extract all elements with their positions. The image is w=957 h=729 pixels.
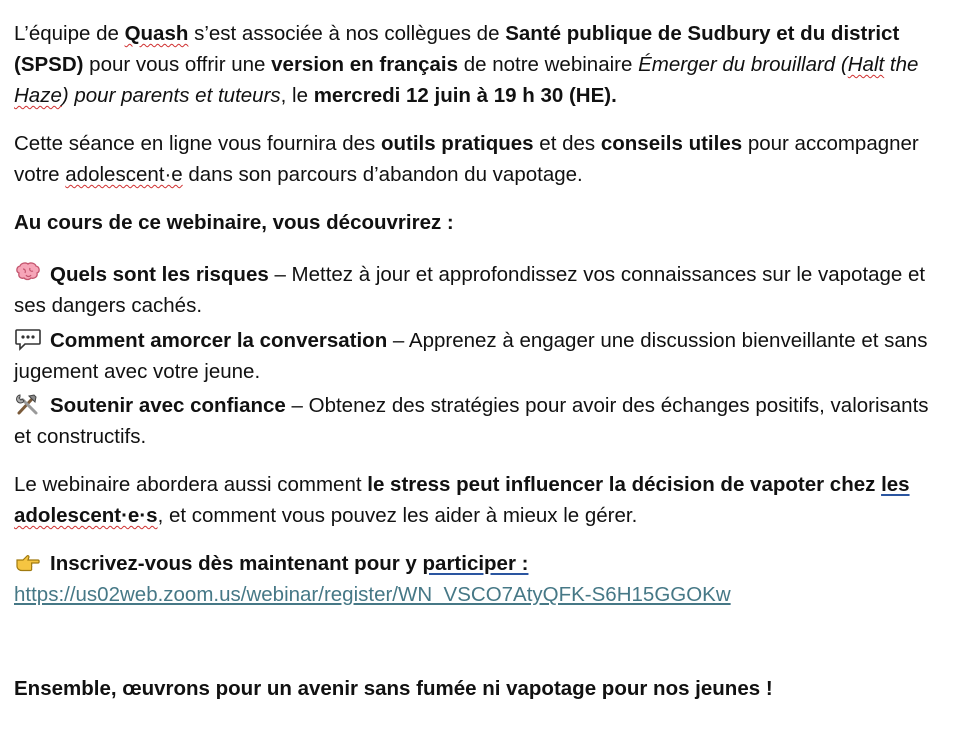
registration-link[interactable]: https://us02web.zoom.us/webinar/register/WN_VSCO7AtyQFK-S6H15GGOKw [14,583,731,606]
discover-heading: Au cours de ce webinaire, vous découvrirez : [14,211,454,234]
text-run: de notre webinaire [458,53,639,76]
list-item [14,255,944,321]
webinar-title: Émerger du brouillard (Halt the Haze) pour parents et tuteurs [14,53,919,107]
closing-line: Ensemble, œuvrons pour un avenir sans fumée ni vapotage pour nos jeunes ! [14,677,773,700]
tools-highlight: outils pratiques [380,132,534,155]
cta-text: Inscrivez-vous dès maintenant pour y [50,552,423,575]
org-name-quash: Quash [124,22,189,45]
spacer [14,627,944,673]
tools-icon [14,392,42,416]
topics-list [14,255,944,452]
session-paragraph: Cette séance en ligne vous fournira des outils pratiques et des conseils utiles pour accompagner votre adolescent·e dans son parcours d’abandon du vapotage. [14,132,919,186]
pointing-hand-icon [14,550,42,574]
list-item-text: – Apprenez à engager une discussion bienveillante et sans jugement avec votre jeune. [14,329,928,383]
list-item-text: – Obtenez des stratégies pour avoir des échanges positifs, valorisants et constructifs. [14,394,929,448]
event-date: mercredi 12 juin à 19 h 30 (HE). [313,84,617,107]
list-item-text: – Mettez à jour et approfondissez vos connaissances sur le vapotage et ses dangers cachés. [14,263,926,317]
text-run: , le [280,84,314,107]
teen-word: adolescent·e [65,163,183,186]
brain-icon [14,261,42,285]
speech-bubble-icon [14,327,42,351]
text-run: L’équipe de [14,22,125,45]
text-run: s’est associée à nos collègues de [188,22,506,45]
stress-highlight: le stress peut influencer la décision de vapoter chez les adolescent·e·s [14,473,910,527]
list-item [14,390,944,452]
tips-highlight: conseils utiles [600,132,743,155]
participer-link[interactable]: participer : [422,552,529,575]
org-name-spsd: Santé publique de Sudbury et du district (SPSD) [14,22,900,76]
list-item-title: Comment amorcer la conversation [50,329,388,352]
stress-paragraph: Le webinaire abordera aussi comment le stress peut influencer la décision de vapoter chez les adolescent·e·s, et comment vous pouvez les aider à mieux le gérer. [14,473,910,527]
intro-paragraph [14,18,944,111]
version-highlight: version en français [271,53,459,76]
cta-paragraph [14,548,944,610]
text-run: pour vous offrir une [83,53,272,76]
list-item [14,325,944,387]
list-item-title: Quels sont les risques [50,263,269,286]
list-item-title: Soutenir avec confiance [50,394,286,417]
